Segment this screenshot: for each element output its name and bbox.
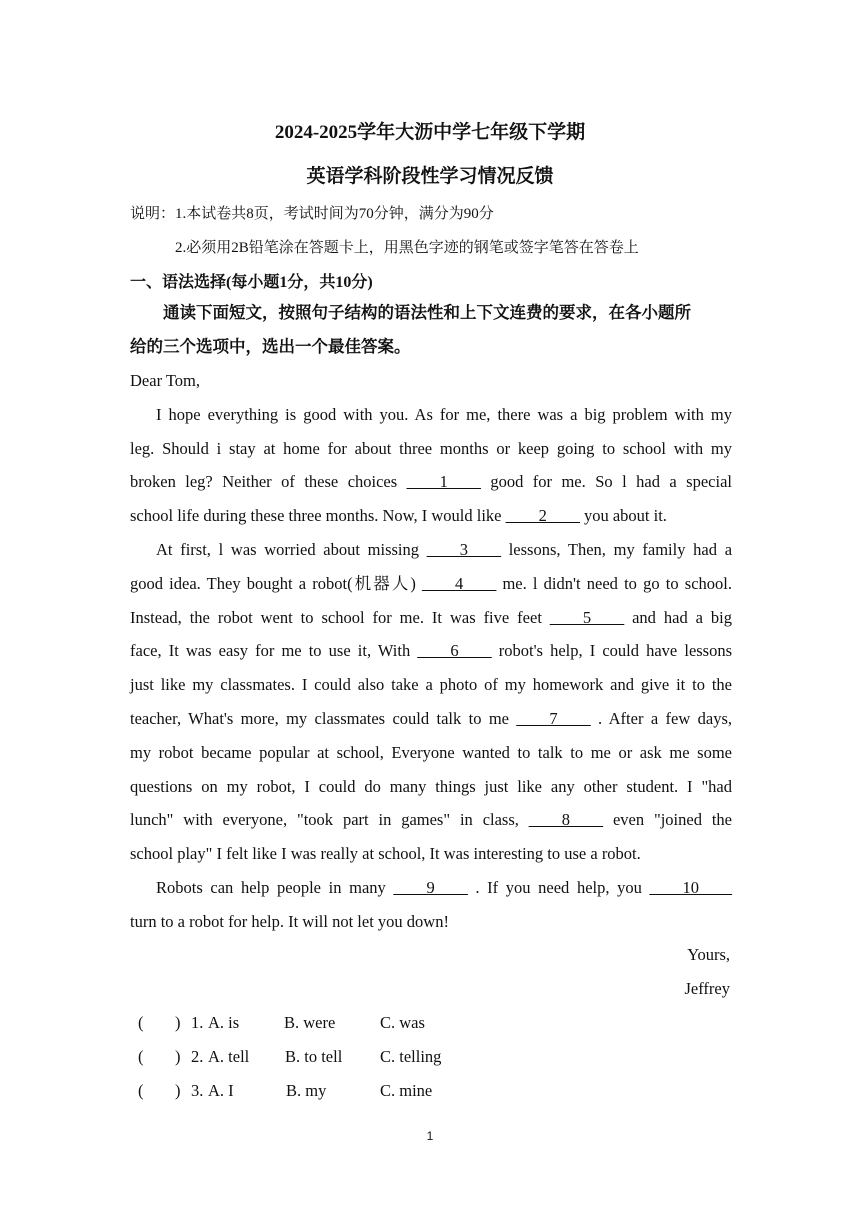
passage-line bbox=[130, 634, 732, 668]
passage-line bbox=[130, 567, 732, 601]
passage-text: good idea. They bought a robot(机器人) bbox=[130, 573, 416, 593]
passage-text: . After a few days, bbox=[598, 708, 733, 728]
passage-line bbox=[130, 601, 732, 635]
option-a: A. is bbox=[208, 1013, 240, 1032]
passage-line bbox=[130, 702, 732, 736]
blank-9: ____9____ bbox=[393, 877, 468, 897]
option-c: C. telling bbox=[380, 1047, 442, 1066]
passage-text: and had a big bbox=[632, 607, 733, 627]
passage-line: just like my classmates. I could also take a photo of my homework and give it to the bbox=[130, 675, 732, 695]
exam-subtitle: 英语学科阶段性学习情况反馈 bbox=[306, 166, 554, 187]
passage-text: broken leg? Neither of these choices bbox=[130, 472, 398, 492]
passage-line bbox=[130, 533, 732, 567]
letter-closing: Yours, bbox=[687, 945, 730, 964]
passage-line bbox=[130, 871, 732, 905]
exam-title: 2024-2025学年大沥中学七年级下学期 bbox=[274, 122, 586, 143]
passage-line bbox=[130, 803, 732, 837]
blank-8: ____8____ bbox=[528, 810, 604, 830]
question-number: 3. bbox=[191, 1081, 204, 1100]
option-a: A. tell bbox=[208, 1047, 250, 1066]
passage-text: lunch" with everyone, "took part in games" in class, bbox=[130, 810, 519, 830]
passage-text: Instead, the robot went to school for me. It was five feet bbox=[130, 607, 542, 627]
question-number: 2. bbox=[191, 1047, 204, 1066]
blank-6: ____6____ bbox=[417, 641, 492, 661]
blank-5: ____5____ bbox=[549, 607, 625, 627]
passage-text: face, It was easy for me to use it, With bbox=[130, 641, 411, 661]
passage-line: turn to a robot for help. It will not let you down! bbox=[130, 911, 449, 931]
letter-signature: Jeffrey bbox=[684, 979, 730, 998]
passage-line bbox=[130, 465, 732, 499]
passage-text: . If you need help, you bbox=[475, 877, 642, 897]
passage-line bbox=[130, 499, 732, 533]
passage-text: you about it. bbox=[583, 506, 667, 526]
passage-text: lessons, Then, my family had a bbox=[508, 539, 733, 559]
option-c: C. mine bbox=[380, 1081, 433, 1100]
option-a: A. I bbox=[208, 1081, 234, 1100]
section-instruction bbox=[130, 296, 732, 364]
section-heading: 一、语法选择(每小题1分，共10分) bbox=[130, 274, 373, 291]
option-b: B. to tell bbox=[285, 1047, 343, 1066]
passage-text: even "joined the bbox=[612, 810, 732, 830]
answer-paren-open: ( bbox=[138, 1081, 144, 1100]
passage-line: school play" I felt like I was really at school, It was interesting to use a robot. bbox=[130, 844, 641, 864]
passage-text: school life during these three months. Now, I would like bbox=[130, 506, 502, 526]
passage-text: At first, l was worried about missing bbox=[156, 539, 419, 559]
instruction-line-1: 通读下面短文，按照句子结构的语法性和上下文连费的要求，在各小题所 bbox=[163, 303, 691, 322]
passage-line: my robot became popular at school, Everyone wanted to talk to me or ask me some bbox=[130, 742, 732, 762]
blank-10: ____10____ bbox=[649, 877, 733, 897]
answer-paren-close: ) bbox=[175, 1047, 181, 1066]
blank-2: ____2____ bbox=[505, 506, 580, 526]
passage-line: leg. Should i stay at home for about three months or keep going to school with my bbox=[130, 438, 732, 458]
passage-text: Robots can help people in many bbox=[156, 877, 386, 897]
passage-line: questions on my robot, I could do many things just like any other student. I "had bbox=[130, 776, 732, 796]
option-c: C. was bbox=[380, 1013, 425, 1032]
blank-7: ____7____ bbox=[516, 708, 591, 728]
passage-line: I hope everything is good with you. As for me, there was a big problem with my bbox=[156, 404, 732, 424]
passage-text: good for me. So l had a special bbox=[490, 472, 732, 492]
blank-1: ____1____ bbox=[406, 472, 481, 492]
answer-paren-close: ) bbox=[175, 1013, 181, 1032]
passage bbox=[130, 364, 732, 939]
passage-greeting: Dear Tom, bbox=[130, 371, 201, 390]
question-number: 1. bbox=[191, 1013, 204, 1032]
passage-text: teacher, What's more, my classmates could talk to me bbox=[130, 708, 510, 728]
passage-text: me. l didn't need to go to school. bbox=[502, 573, 733, 593]
instructions-note-1: 说明：1.本试卷共8页，考试时间为70分钟，满分为90分 bbox=[130, 206, 494, 222]
answer-paren-open: ( bbox=[138, 1047, 144, 1066]
answer-paren-open: ( bbox=[138, 1013, 144, 1032]
instruction-line-2: 给的三个选项中，选出一个最佳答案。 bbox=[130, 337, 411, 356]
blank-3: ____3____ bbox=[426, 539, 501, 559]
blank-4: ____4____ bbox=[422, 573, 497, 593]
option-b: B. were bbox=[284, 1013, 336, 1032]
option-b: B. my bbox=[286, 1081, 327, 1100]
instructions-note-2: 2.必须用2B铅笔涂在答题卡上，用黑色字迹的钢笔或签字笔答在答卷上 bbox=[175, 240, 639, 256]
passage-text: robot's help, I could have lessons bbox=[498, 641, 733, 661]
page-number: 1 bbox=[426, 1129, 434, 1143]
answer-paren-close: ) bbox=[175, 1081, 181, 1100]
